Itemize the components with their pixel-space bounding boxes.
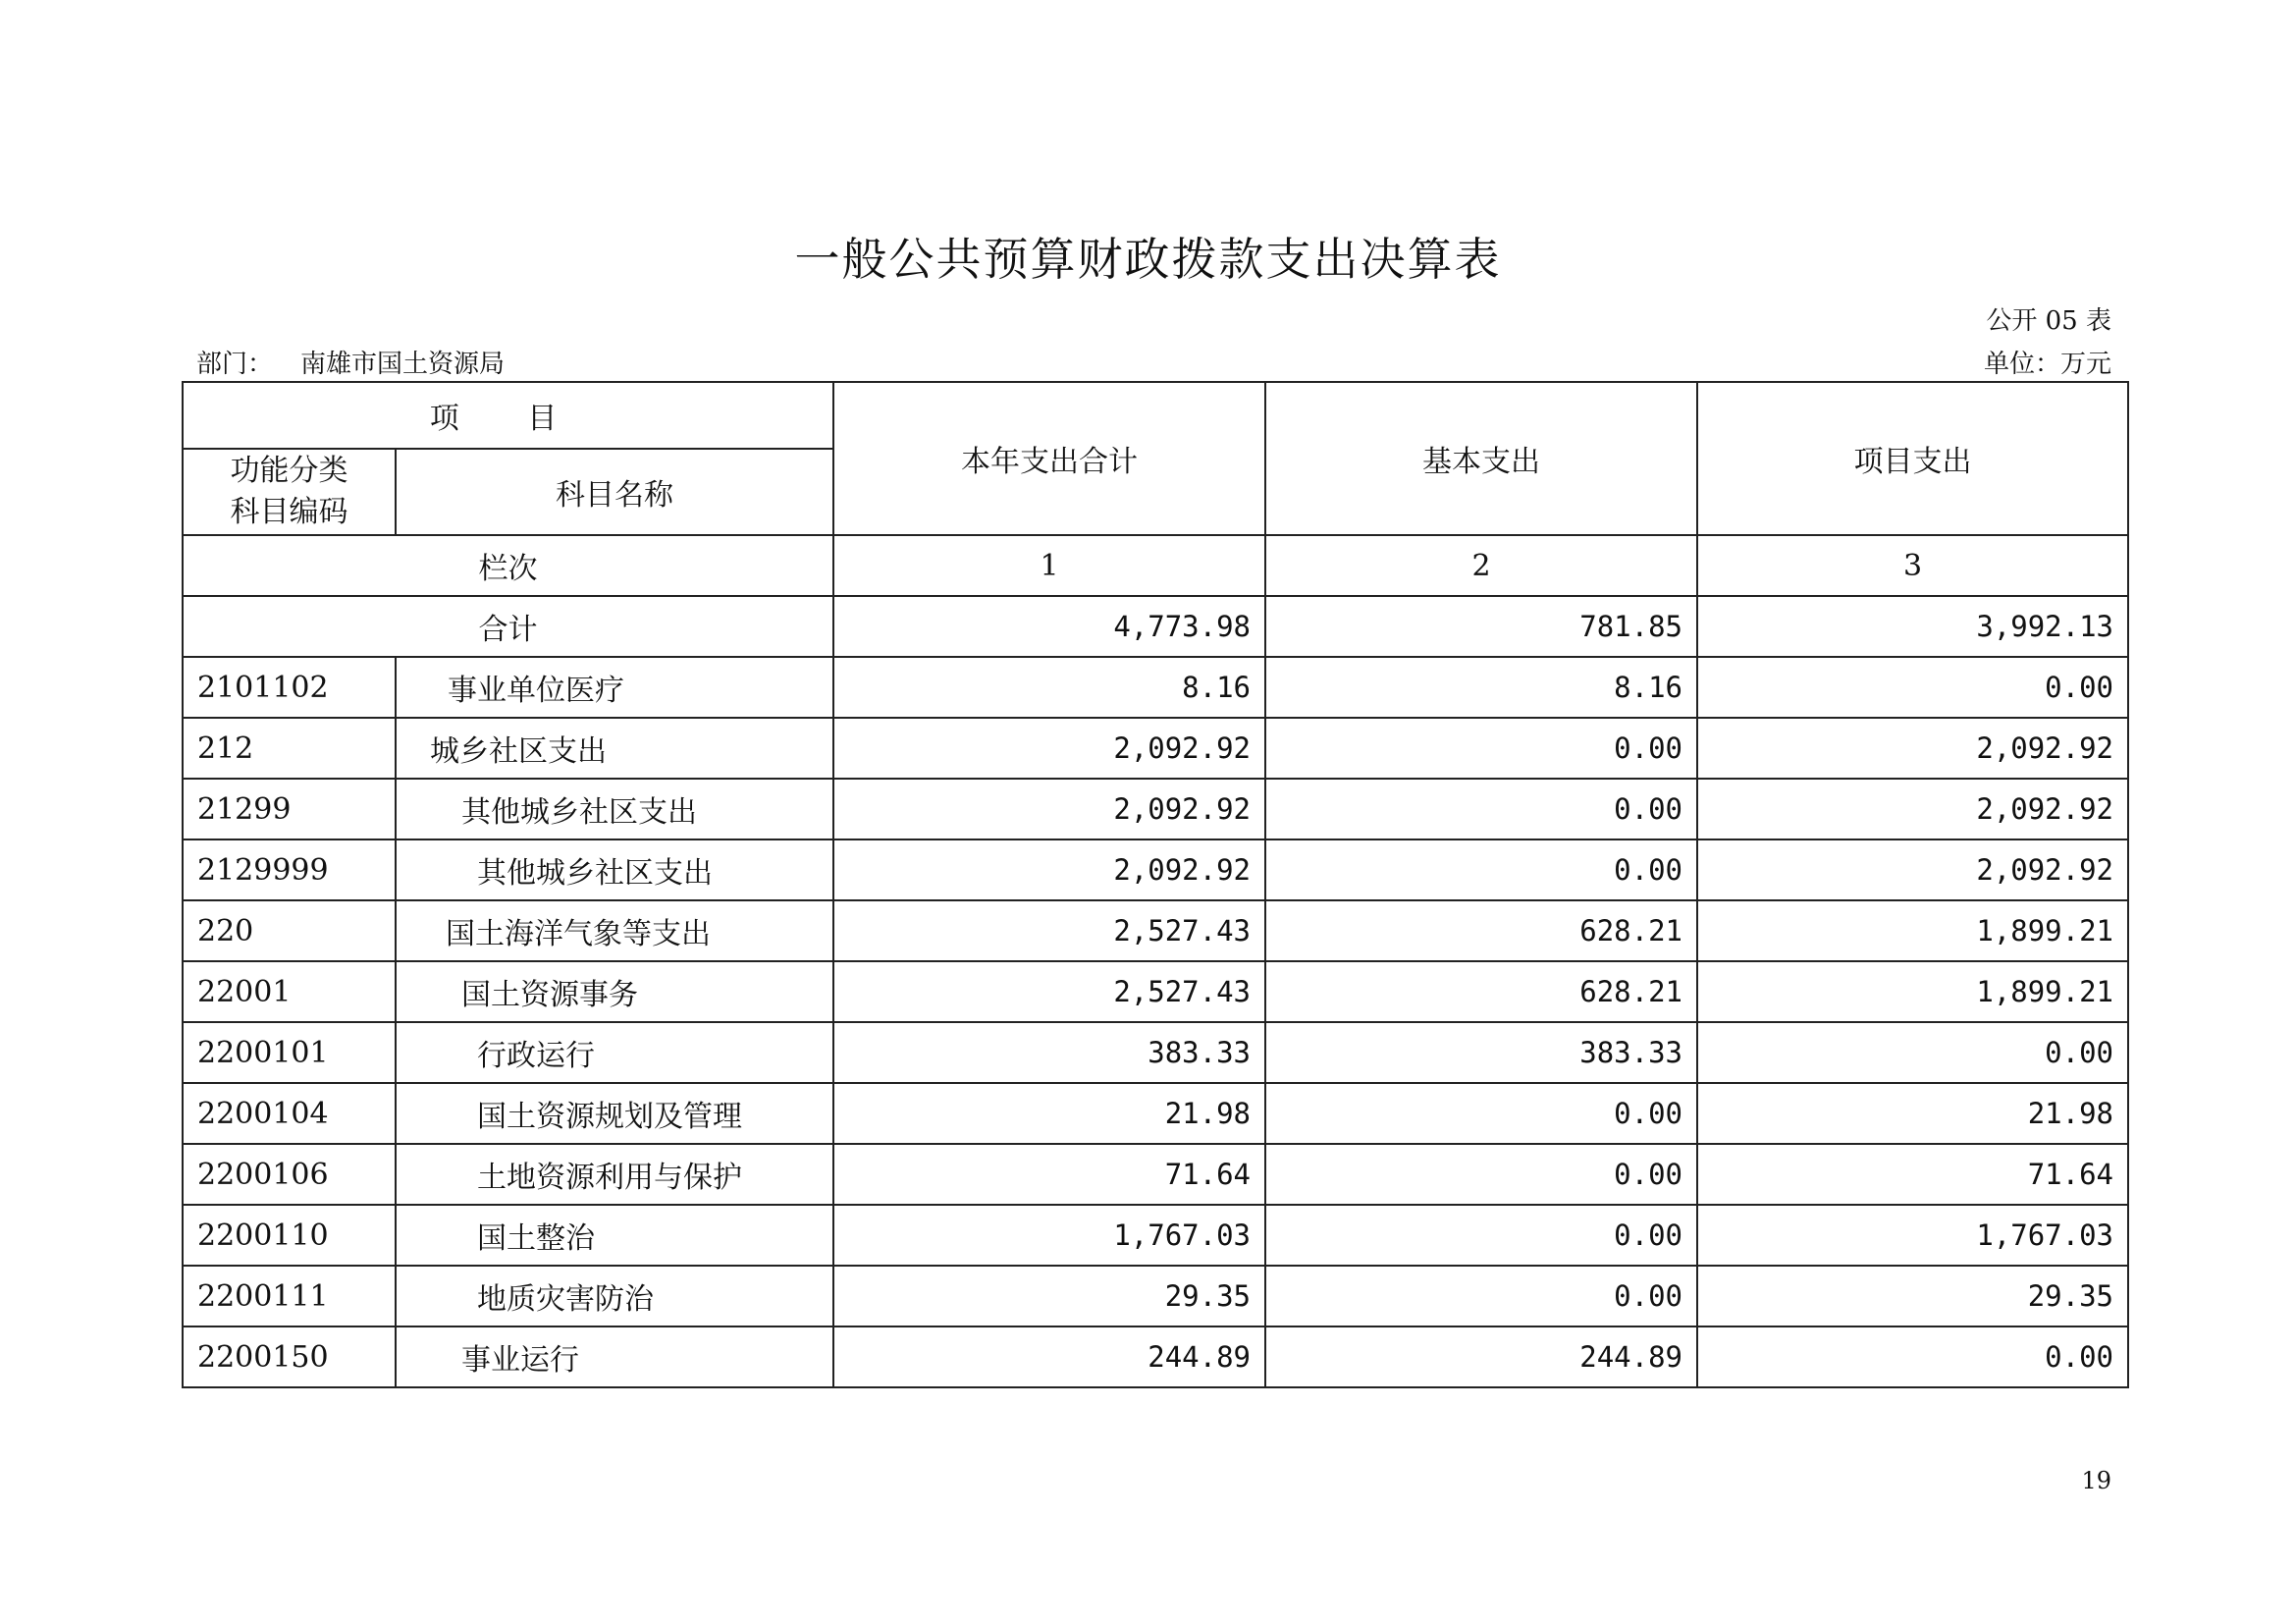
row-basic: 383.33 bbox=[1265, 1022, 1697, 1083]
row-code: 2200110 bbox=[183, 1205, 396, 1266]
column-number-1: 1 bbox=[833, 535, 1265, 596]
row-name: 事业运行 bbox=[396, 1326, 833, 1387]
total-row bbox=[183, 596, 2128, 657]
row-project: 1,899.21 bbox=[1697, 961, 2128, 1022]
table-row bbox=[183, 718, 2128, 779]
row-basic: 0.00 bbox=[1265, 839, 1697, 900]
row-basic: 0.00 bbox=[1265, 718, 1697, 779]
row-project: 71.64 bbox=[1697, 1144, 2128, 1205]
row-name: 其他城乡社区支出 bbox=[396, 779, 833, 839]
row-basic: 244.89 bbox=[1265, 1326, 1697, 1387]
row-basic: 8.16 bbox=[1265, 657, 1697, 718]
row-total: 21.98 bbox=[833, 1083, 1265, 1144]
row-total: 1,767.03 bbox=[833, 1205, 1265, 1266]
column-number-row bbox=[183, 535, 2128, 596]
total-basic: 781.85 bbox=[1265, 596, 1697, 657]
row-name: 土地资源利用与保护 bbox=[396, 1144, 833, 1205]
table-row bbox=[183, 839, 2128, 900]
row-code: 2200101 bbox=[183, 1022, 396, 1083]
row-basic: 0.00 bbox=[1265, 1205, 1697, 1266]
row-basic: 628.21 bbox=[1265, 961, 1697, 1022]
column-number-2: 2 bbox=[1265, 535, 1697, 596]
row-total: 71.64 bbox=[833, 1144, 1265, 1205]
row-name: 国土海洋气象等支出 bbox=[396, 900, 833, 961]
column-number-3: 3 bbox=[1697, 535, 2128, 596]
table-row bbox=[183, 961, 2128, 1022]
row-total: 2,092.92 bbox=[833, 779, 1265, 839]
page-number: 19 bbox=[2081, 1467, 2111, 1494]
row-code: 2200106 bbox=[183, 1144, 396, 1205]
row-basic: 0.00 bbox=[1265, 1083, 1697, 1144]
page-title: 一般公共预算财政拨款支出决算表 bbox=[794, 233, 1502, 286]
form-number: 公开 05 表 bbox=[1986, 306, 2111, 336]
row-code: 22001 bbox=[183, 961, 396, 1022]
row-code: 21299 bbox=[183, 779, 396, 839]
row-name: 地质灾害防治 bbox=[396, 1266, 833, 1326]
row-name: 城乡社区支出 bbox=[396, 718, 833, 779]
row-project: 2,092.92 bbox=[1697, 718, 2128, 779]
row-project: 29.35 bbox=[1697, 1266, 2128, 1326]
header-code bbox=[183, 449, 396, 535]
row-project: 2,092.92 bbox=[1697, 839, 2128, 900]
row-name: 国土资源规划及管理 bbox=[396, 1083, 833, 1144]
row-name: 国土资源事务 bbox=[396, 961, 833, 1022]
row-total: 2,527.43 bbox=[833, 961, 1265, 1022]
row-basic: 628.21 bbox=[1265, 900, 1697, 961]
row-project: 1,899.21 bbox=[1697, 900, 2128, 961]
table-row bbox=[183, 1144, 2128, 1205]
table-row bbox=[183, 900, 2128, 961]
row-project: 1,767.03 bbox=[1697, 1205, 2128, 1266]
table-row bbox=[183, 1326, 2128, 1387]
table-row bbox=[183, 1022, 2128, 1083]
row-project: 21.98 bbox=[1697, 1083, 2128, 1144]
table-row bbox=[183, 779, 2128, 839]
row-code: 2200150 bbox=[183, 1326, 396, 1387]
row-basic: 0.00 bbox=[1265, 1266, 1697, 1326]
header-total: 本年支出合计 bbox=[833, 382, 1265, 535]
row-project: 0.00 bbox=[1697, 657, 2128, 718]
row-total: 2,092.92 bbox=[833, 839, 1265, 900]
header-item: 项 目 bbox=[183, 382, 833, 449]
row-total: 8.16 bbox=[833, 657, 1265, 718]
header-name: 科目名称 bbox=[396, 449, 833, 535]
row-total: 383.33 bbox=[833, 1022, 1265, 1083]
expenditure-table bbox=[182, 381, 2129, 1388]
total-amount: 4,773.98 bbox=[833, 596, 1265, 657]
row-code: 2129999 bbox=[183, 839, 396, 900]
row-code: 2101102 bbox=[183, 657, 396, 718]
header-row-1 bbox=[183, 382, 2128, 449]
row-total: 2,527.43 bbox=[833, 900, 1265, 961]
unit-label: 单位：万元 bbox=[1983, 350, 2111, 379]
row-total: 2,092.92 bbox=[833, 718, 1265, 779]
row-basic: 0.00 bbox=[1265, 779, 1697, 839]
header-code-line1: 功能分类 bbox=[230, 454, 348, 488]
table-row bbox=[183, 1083, 2128, 1144]
row-total: 244.89 bbox=[833, 1326, 1265, 1387]
table-row bbox=[183, 657, 2128, 718]
department-value: 南雄市国土资源局 bbox=[300, 350, 506, 379]
total-project: 3,992.13 bbox=[1697, 596, 2128, 657]
row-project: 0.00 bbox=[1697, 1326, 2128, 1387]
row-total: 29.35 bbox=[833, 1266, 1265, 1326]
row-code: 212 bbox=[183, 718, 396, 779]
row-name: 其他城乡社区支出 bbox=[396, 839, 833, 900]
total-label: 合计 bbox=[183, 596, 833, 657]
column-number-label: 栏次 bbox=[183, 535, 833, 596]
department-label: 部门： bbox=[196, 350, 274, 379]
header-project: 项目支出 bbox=[1697, 382, 2128, 535]
row-code: 2200111 bbox=[183, 1266, 396, 1326]
row-project: 0.00 bbox=[1697, 1022, 2128, 1083]
row-code: 2200104 bbox=[183, 1083, 396, 1144]
row-name: 国土整治 bbox=[396, 1205, 833, 1266]
table-row bbox=[183, 1266, 2128, 1326]
department-line bbox=[196, 344, 505, 380]
row-basic: 0.00 bbox=[1265, 1144, 1697, 1205]
row-project: 2,092.92 bbox=[1697, 779, 2128, 839]
row-name: 行政运行 bbox=[396, 1022, 833, 1083]
row-name: 事业单位医疗 bbox=[396, 657, 833, 718]
header-basic: 基本支出 bbox=[1265, 382, 1697, 535]
table-row bbox=[183, 1205, 2128, 1266]
header-code-line2: 科目编码 bbox=[230, 495, 348, 529]
row-code: 220 bbox=[183, 900, 396, 961]
